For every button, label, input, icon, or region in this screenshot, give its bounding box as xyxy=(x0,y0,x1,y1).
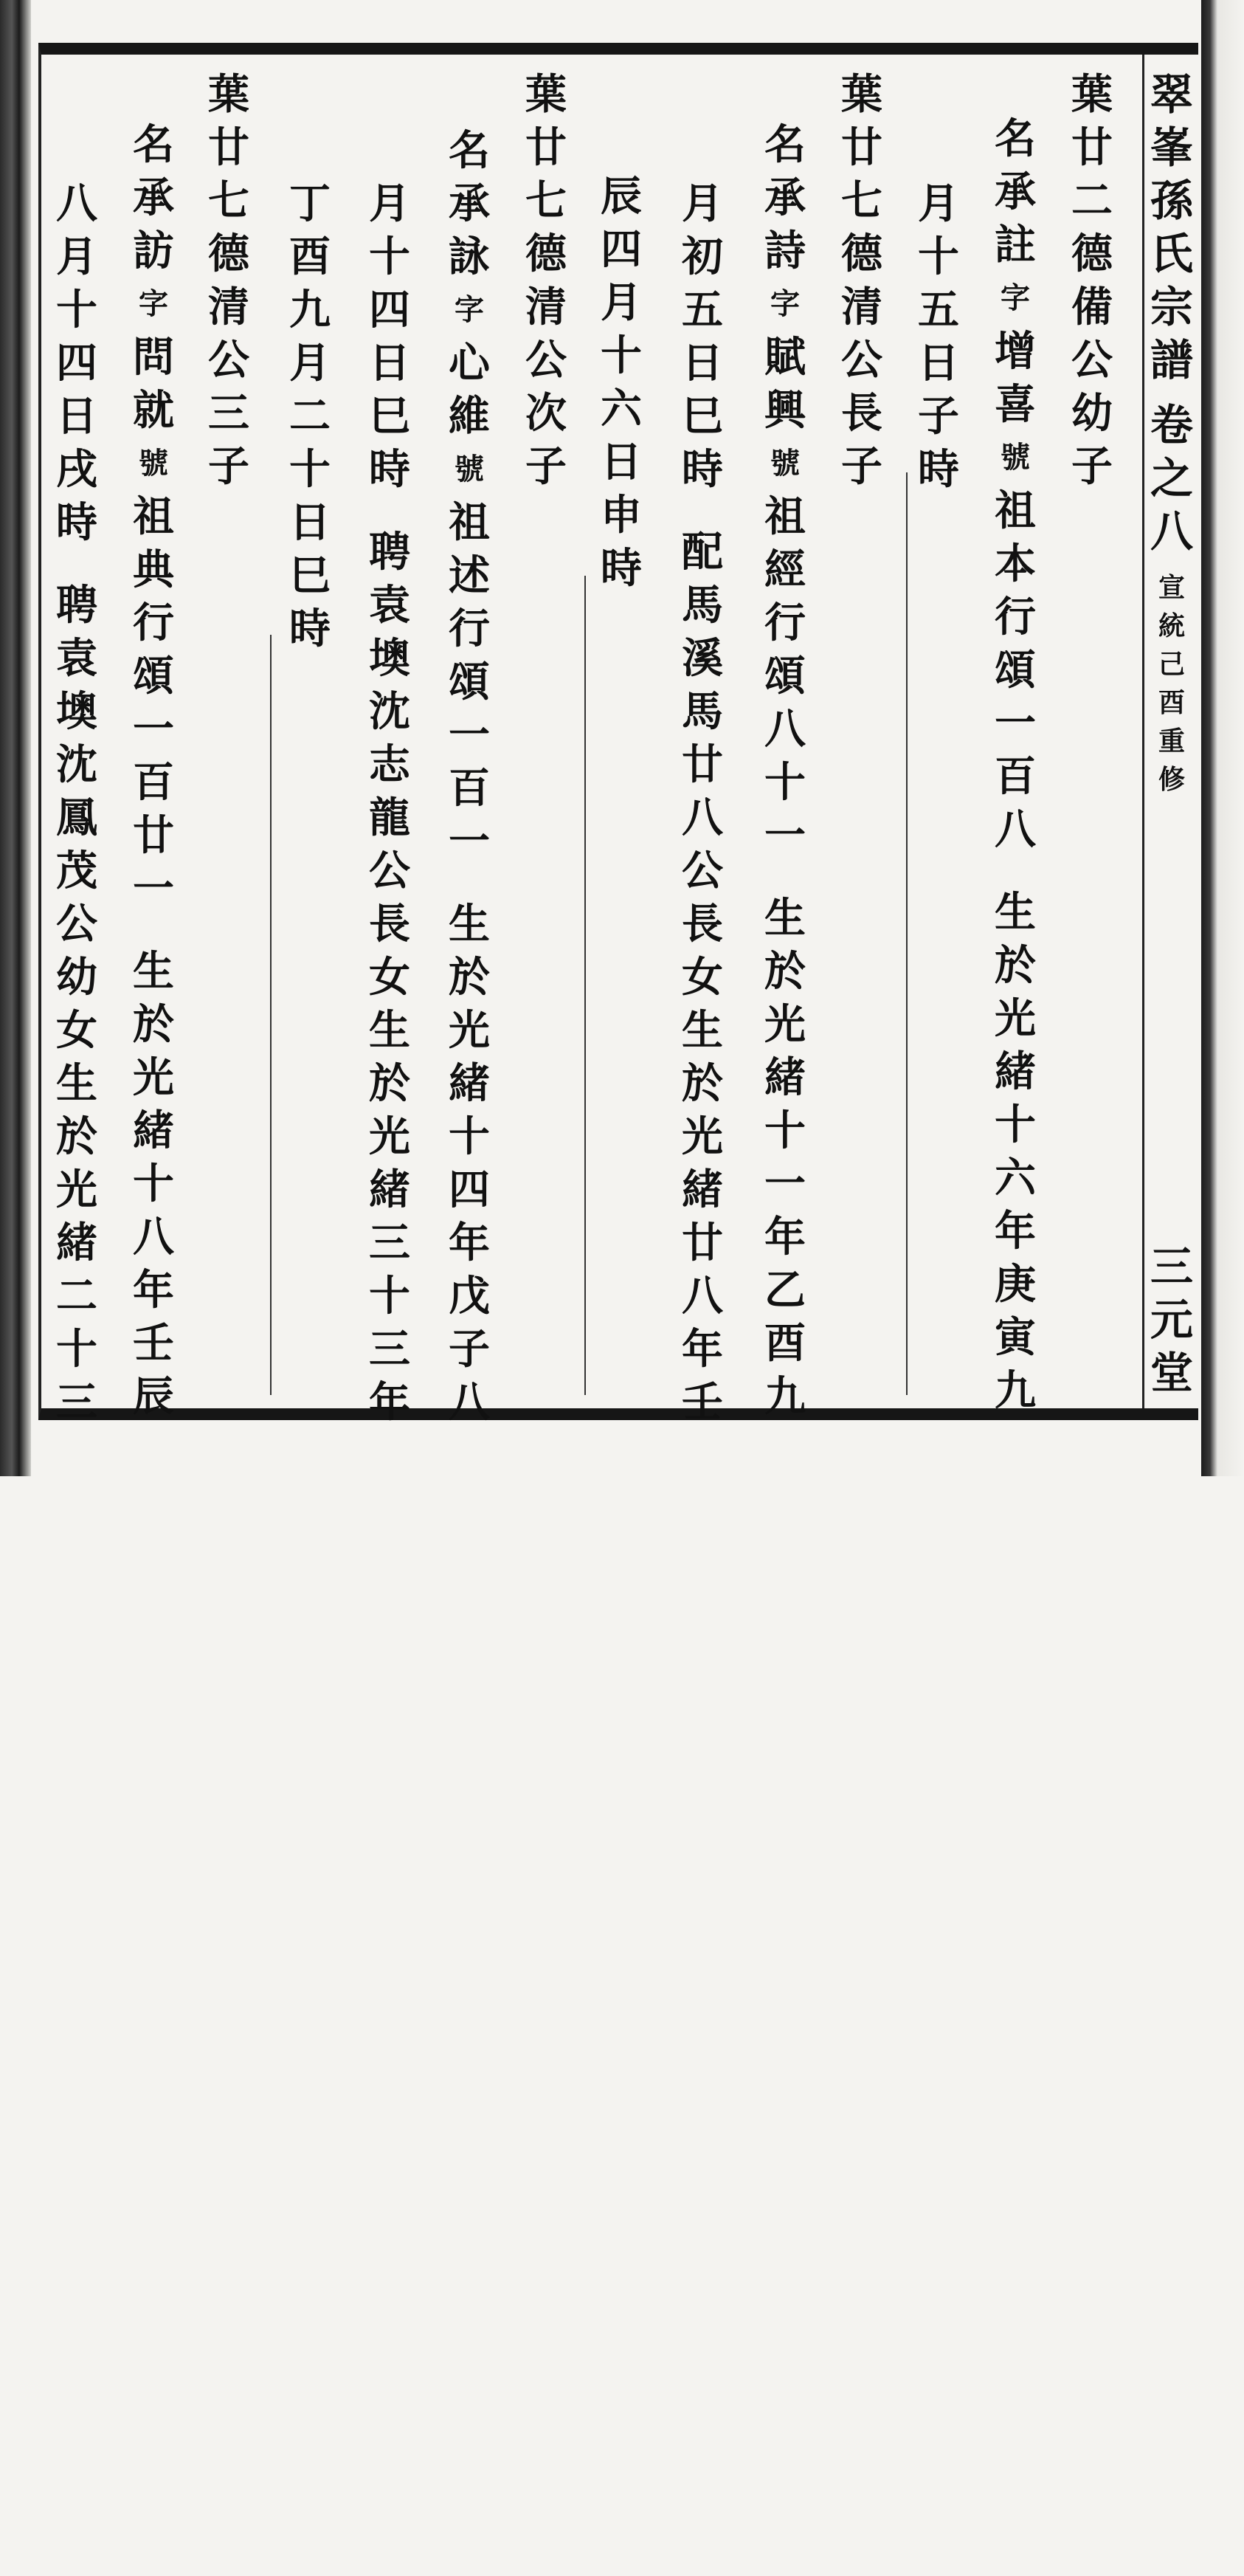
glyph: 四 xyxy=(449,1165,490,1214)
glyph: 典 xyxy=(133,545,174,594)
glyph: 戊 xyxy=(449,1272,490,1320)
glyph: 龍 xyxy=(369,793,410,842)
glyph: 詠 xyxy=(449,233,490,281)
glyph: 聘 xyxy=(56,581,97,630)
glyph: 翠 xyxy=(1150,69,1193,120)
glyph: 緒 xyxy=(449,1059,490,1108)
glyph: 二 xyxy=(1071,176,1113,225)
glyph: 乙 xyxy=(764,1266,806,1315)
glyph: 之 xyxy=(1150,453,1193,503)
glyph: 二 xyxy=(56,1272,97,1320)
text-column-7 xyxy=(598,170,645,1506)
glyph: 沈 xyxy=(369,687,410,736)
glyph: 墺 xyxy=(56,687,97,736)
glyph: 長 xyxy=(682,900,723,948)
glyph: 七 xyxy=(841,176,882,225)
glyph: 寅 xyxy=(995,1313,1036,1362)
glyph: 廿 xyxy=(525,123,567,172)
glyph: 溪 xyxy=(682,634,723,683)
glyph: 一 xyxy=(133,705,174,754)
glyph: 時 xyxy=(289,605,331,653)
glyph: 葉 xyxy=(1071,70,1113,119)
glyph: 問 xyxy=(133,333,174,382)
glyph: 時 xyxy=(56,498,97,547)
glyph: 四 xyxy=(369,286,410,334)
text-column-3 xyxy=(915,177,962,1513)
glyph: 字 xyxy=(770,286,800,321)
glyph: 德 xyxy=(841,230,882,278)
glyph: 卷 xyxy=(1150,400,1193,450)
glyph: 清 xyxy=(841,283,882,331)
glyph: 九 xyxy=(995,1366,1036,1415)
glyph: 子 xyxy=(525,442,567,491)
column-gap xyxy=(679,496,726,526)
glyph: 公 xyxy=(682,847,723,895)
glyph: 祖 xyxy=(995,486,1036,535)
glyph: 葉 xyxy=(525,70,567,119)
glyph: 名 xyxy=(133,120,174,169)
glyph: 緒 xyxy=(369,1165,410,1214)
column-gap xyxy=(130,915,177,945)
glyph: 幼 xyxy=(1071,389,1113,438)
glyph: 辰 xyxy=(133,1372,174,1421)
glyph: 八 xyxy=(56,179,97,228)
glyph: 生 xyxy=(56,1059,97,1108)
glyph: 於 xyxy=(133,1000,174,1049)
glyph: 月 xyxy=(918,179,959,228)
glyph: 於 xyxy=(369,1059,410,1108)
glyph: 公 xyxy=(56,900,97,948)
column-rule xyxy=(584,576,586,1395)
glyph: 號 xyxy=(770,446,800,481)
glyph: 己 xyxy=(1158,649,1185,680)
glyph: 子 xyxy=(208,442,249,491)
glyph: 日 xyxy=(601,438,642,486)
text-column-6 xyxy=(679,177,726,1513)
glyph: 十 xyxy=(601,331,642,380)
glyph: 名 xyxy=(449,126,490,175)
glyph: 號 xyxy=(1001,440,1030,475)
glyph: 年 xyxy=(995,1207,1036,1256)
glyph: 庚 xyxy=(995,1260,1036,1309)
glyph: 行 xyxy=(764,599,806,647)
glyph: 緒 xyxy=(764,1053,806,1102)
glyph: 十 xyxy=(133,1160,174,1208)
column-gap xyxy=(53,549,100,579)
glyph: 六 xyxy=(995,1154,1036,1202)
glyph: 號 xyxy=(139,446,168,481)
glyph: 清 xyxy=(525,283,567,331)
glyph: 承 xyxy=(764,173,806,222)
margin-hall xyxy=(1148,1240,1195,2576)
glyph: 於 xyxy=(449,953,490,1002)
glyph: 日 xyxy=(918,339,959,388)
glyph: 申 xyxy=(601,491,642,540)
glyph: 註 xyxy=(995,221,1036,269)
text-column-11 xyxy=(286,177,334,1513)
glyph: 字 xyxy=(455,292,484,327)
glyph: 於 xyxy=(682,1059,723,1108)
glyph: 頌 xyxy=(764,652,806,700)
glyph: 公 xyxy=(841,336,882,385)
glyph: 馬 xyxy=(682,687,723,736)
glyph: 本 xyxy=(995,540,1036,588)
glyph: 生 xyxy=(995,888,1036,937)
glyph: 八 xyxy=(682,793,723,842)
glyph: 十 xyxy=(369,233,410,281)
glyph: 年 xyxy=(133,1266,174,1315)
glyph: 三 xyxy=(56,1378,97,1427)
glyph: 十 xyxy=(995,1101,1036,1149)
glyph: 生 xyxy=(449,900,490,948)
glyph: 九 xyxy=(289,286,331,334)
glyph: 月 xyxy=(601,278,642,327)
glyph: 聘 xyxy=(369,528,410,576)
glyph: 經 xyxy=(764,545,806,594)
glyph: 於 xyxy=(995,941,1036,990)
glyph: 喜 xyxy=(995,380,1036,429)
glyph: 述 xyxy=(449,551,490,600)
glyph: 號 xyxy=(455,452,484,486)
glyph: 緒 xyxy=(133,1106,174,1155)
glyph: 承 xyxy=(995,168,1036,216)
glyph: 光 xyxy=(133,1053,174,1102)
text-column-12 xyxy=(205,68,252,1404)
glyph: 五 xyxy=(682,286,723,334)
glyph: 八 xyxy=(449,1378,490,1427)
book-binding-left xyxy=(0,0,31,1476)
glyph: 譜 xyxy=(1150,335,1193,385)
glyph: 戌 xyxy=(56,445,97,494)
glyph: 百 xyxy=(133,758,174,807)
glyph: 鳳 xyxy=(56,793,97,842)
glyph: 頌 xyxy=(995,646,1036,695)
glyph: 子 xyxy=(449,1325,490,1374)
glyph: 葉 xyxy=(841,70,882,119)
glyph: 公 xyxy=(1071,336,1113,385)
column-gap xyxy=(446,868,493,898)
glyph: 時 xyxy=(369,445,410,494)
column-gap xyxy=(366,496,413,526)
glyph: 幼 xyxy=(56,953,97,1002)
glyph: 興 xyxy=(764,386,806,435)
glyph: 三 xyxy=(208,389,249,438)
glyph: 酉 xyxy=(764,1319,806,1368)
glyph: 二 xyxy=(289,392,331,441)
glyph: 氏 xyxy=(1150,229,1193,279)
glyph: 三 xyxy=(369,1325,410,1374)
glyph: 公 xyxy=(369,847,410,895)
glyph: 茂 xyxy=(56,847,97,895)
glyph: 廿 xyxy=(133,811,174,860)
glyph: 十 xyxy=(764,758,806,807)
text-column-9 xyxy=(446,124,493,1460)
glyph: 行 xyxy=(449,605,490,653)
glyph: 墺 xyxy=(369,634,410,683)
glyph: 時 xyxy=(918,445,959,494)
column-gap xyxy=(761,862,809,892)
text-column-2 xyxy=(992,112,1039,1448)
glyph: 日 xyxy=(682,339,723,388)
glyph: 承 xyxy=(133,173,174,222)
glyph: 廿 xyxy=(1071,123,1113,172)
glyph: 廿 xyxy=(682,1219,723,1267)
glyph: 一 xyxy=(133,864,174,913)
glyph: 光 xyxy=(369,1112,410,1161)
glyph: 承 xyxy=(449,179,490,228)
glyph: 女 xyxy=(682,953,723,1002)
glyph: 就 xyxy=(133,386,174,435)
glyph: 八 xyxy=(682,1272,723,1320)
glyph: 三 xyxy=(369,1219,410,1267)
glyph: 七 xyxy=(525,176,567,225)
glyph: 維 xyxy=(449,392,490,441)
glyph: 酉 xyxy=(289,233,331,281)
glyph: 光 xyxy=(449,1006,490,1055)
glyph: 名 xyxy=(995,114,1036,163)
glyph: 十 xyxy=(56,286,97,334)
glyph: 年 xyxy=(369,1378,410,1427)
glyph: 生 xyxy=(682,1006,723,1055)
glyph: 元 xyxy=(1150,1295,1193,1345)
glyph: 長 xyxy=(841,389,882,438)
glyph: 巳 xyxy=(682,392,723,441)
glyph: 光 xyxy=(995,994,1036,1043)
glyph: 十 xyxy=(369,1272,410,1320)
glyph: 行 xyxy=(133,599,174,647)
glyph: 丁 xyxy=(289,179,331,228)
glyph: 四 xyxy=(601,225,642,274)
glyph: 生 xyxy=(764,894,806,943)
glyph: 沈 xyxy=(56,740,97,789)
glyph: 十 xyxy=(56,1325,97,1374)
glyph: 一 xyxy=(449,817,490,866)
glyph: 日 xyxy=(289,498,331,547)
glyph: 廿 xyxy=(208,123,249,172)
glyph: 祖 xyxy=(133,492,174,541)
glyph: 十 xyxy=(289,445,331,494)
text-column-10 xyxy=(366,177,413,1513)
glyph: 堂 xyxy=(1150,1348,1193,1398)
glyph: 孫 xyxy=(1150,176,1193,226)
glyph: 字 xyxy=(1001,280,1030,315)
glyph: 葉 xyxy=(208,70,249,119)
glyph: 於 xyxy=(764,947,806,996)
glyph: 五 xyxy=(918,286,959,334)
glyph: 酉 xyxy=(1158,687,1185,718)
glyph: 緒 xyxy=(682,1165,723,1214)
text-column-14 xyxy=(53,177,100,1513)
glyph: 時 xyxy=(682,445,723,494)
glyph: 修 xyxy=(1158,764,1185,795)
glyph: 志 xyxy=(369,740,410,789)
glyph: 子 xyxy=(841,442,882,491)
glyph: 初 xyxy=(682,233,723,281)
glyph: 四 xyxy=(56,339,97,388)
glyph: 年 xyxy=(449,1219,490,1267)
glyph: 生 xyxy=(369,1006,410,1055)
glyph: 女 xyxy=(369,953,410,1002)
glyph: 一 xyxy=(995,699,1036,748)
glyph: 九 xyxy=(764,1372,806,1421)
glyph: 訪 xyxy=(133,227,174,275)
glyph: 光 xyxy=(764,1000,806,1049)
glyph: 長 xyxy=(369,900,410,948)
glyph: 百 xyxy=(995,752,1036,801)
glyph: 時 xyxy=(601,544,642,593)
glyph: 光 xyxy=(682,1112,723,1161)
glyph: 詩 xyxy=(764,227,806,275)
glyph: 重 xyxy=(1158,726,1185,757)
glyph: 袁 xyxy=(56,634,97,683)
glyph: 德 xyxy=(208,230,249,278)
glyph: 十 xyxy=(918,233,959,281)
glyph: 十 xyxy=(449,1112,490,1161)
glyph: 宣 xyxy=(1158,572,1185,603)
glyph: 公 xyxy=(208,336,249,385)
glyph: 統 xyxy=(1158,610,1185,641)
glyph: 七 xyxy=(208,176,249,225)
glyph: 壬 xyxy=(133,1319,174,1368)
glyph: 緒 xyxy=(56,1219,97,1267)
glyph: 光 xyxy=(56,1165,97,1214)
glyph: 名 xyxy=(764,120,806,169)
glyph: 一 xyxy=(449,711,490,760)
text-column-4 xyxy=(838,68,885,1404)
glyph: 配 xyxy=(682,528,723,576)
glyph: 頌 xyxy=(133,652,174,700)
column-gap xyxy=(992,856,1039,886)
glyph: 廿 xyxy=(841,123,882,172)
glyph: 清 xyxy=(208,283,249,331)
glyph: 公 xyxy=(525,336,567,385)
glyph: 馬 xyxy=(682,581,723,630)
glyph: 增 xyxy=(995,327,1036,376)
glyph: 日 xyxy=(369,339,410,388)
glyph: 百 xyxy=(449,764,490,813)
glyph: 一 xyxy=(764,811,806,860)
glyph: 德 xyxy=(525,230,567,278)
glyph: 祖 xyxy=(449,498,490,547)
glyph: 八 xyxy=(764,705,806,754)
glyph: 心 xyxy=(449,339,490,388)
glyph: 字 xyxy=(139,286,168,321)
text-column-8 xyxy=(522,68,570,1404)
glyph: 年 xyxy=(682,1325,723,1374)
column-rule xyxy=(270,635,272,1395)
glyph: 行 xyxy=(995,593,1036,641)
glyph: 年 xyxy=(764,1213,806,1261)
glyph: 壬 xyxy=(682,1378,723,1427)
glyph: 十 xyxy=(764,1106,806,1155)
glyph: 八 xyxy=(995,805,1036,854)
glyph: 女 xyxy=(56,1006,97,1055)
glyph: 子 xyxy=(1071,442,1113,491)
glyph: 袁 xyxy=(369,581,410,630)
glyph: 峯 xyxy=(1150,123,1193,173)
glyph: 日 xyxy=(56,392,97,441)
glyph: 緒 xyxy=(995,1047,1036,1096)
glyph: 宗 xyxy=(1150,282,1193,332)
text-column-5 xyxy=(761,118,809,1454)
glyph: 辰 xyxy=(601,172,642,221)
glyph: 次 xyxy=(525,389,567,438)
glyph: 德 xyxy=(1071,230,1113,278)
glyph: 巳 xyxy=(289,551,331,600)
glyph: 一 xyxy=(764,1160,806,1208)
glyph: 廿 xyxy=(682,740,723,789)
glyph: 生 xyxy=(133,947,174,996)
glyph: 月 xyxy=(682,179,723,228)
glyph: 月 xyxy=(56,233,97,281)
glyph: 賦 xyxy=(764,333,806,382)
glyph: 巳 xyxy=(369,392,410,441)
glyph: 子 xyxy=(918,392,959,441)
glyph: 月 xyxy=(289,339,331,388)
glyph: 月 xyxy=(369,179,410,228)
glyph: 祖 xyxy=(764,492,806,541)
glyph: 於 xyxy=(56,1112,97,1161)
glyph: 三 xyxy=(1150,1241,1193,1292)
text-column-1 xyxy=(1068,68,1116,1404)
glyph: 六 xyxy=(601,385,642,433)
glyph: 八 xyxy=(1150,506,1193,557)
text-column-13 xyxy=(130,118,177,1454)
glyph: 備 xyxy=(1071,283,1113,331)
column-rule xyxy=(906,472,908,1395)
glyph: 頌 xyxy=(449,658,490,706)
book-binding-right xyxy=(1201,0,1244,1476)
glyph: 八 xyxy=(133,1213,174,1261)
